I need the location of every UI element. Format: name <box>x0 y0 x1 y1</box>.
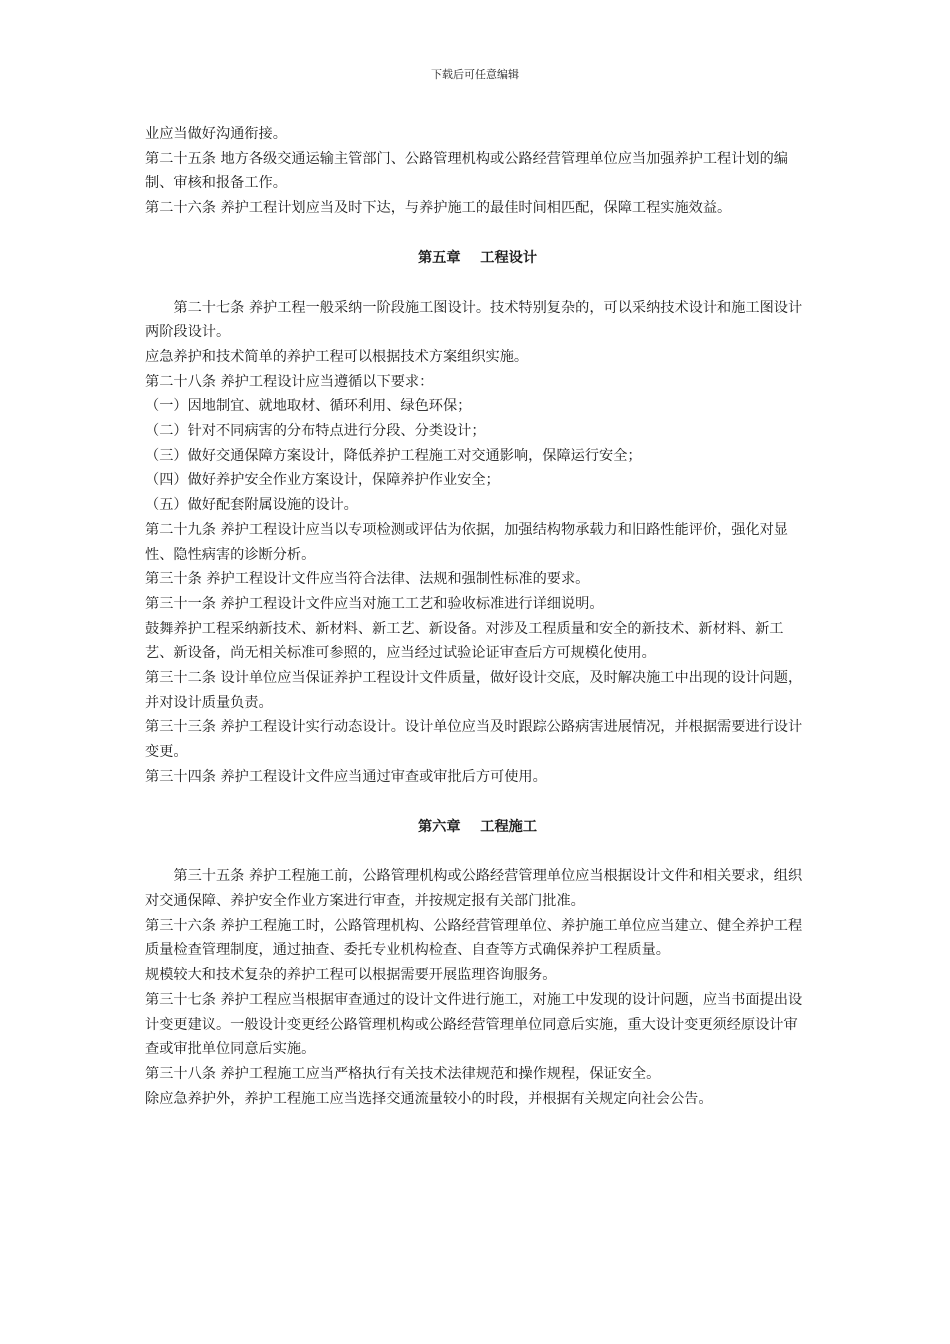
article-36: 第三十六条 养护工程施工时，公路管理机构、公路经营管理单位、养护施工单位应当建立、健全养护工程质量检查管理制度，通过抽查、委托专业机构检查、自查等方式确保养护工程质量。 <box>145 917 803 959</box>
article-30: 第三十条 养护工程设计文件应当符合法律、法规和强制性标准的要求。 <box>145 571 590 588</box>
chapter-5-section <box>145 246 810 790</box>
paragraph: 鼓舞养护工程采纳新技术、新材料、新工艺、新设备。对涉及工程质量和安全的新技术、新材料、新工艺、新设备，尚无相关标准可参照的，应当经过试验论证审查后方可规模化使用。 <box>145 620 784 662</box>
article-25: 第二十五条 地方各级交通运输主管部门、公路管理机构或公路经营管理单位应当加强养护工程计划的编制、审核和报备工作。 <box>145 150 788 192</box>
chapter-5-title: 第五章 工程设计 <box>417 249 538 266</box>
chapter-6-title: 第六章 工程施工 <box>417 818 538 835</box>
article-37: 第三十七条 养护工程应当根据审查通过的设计文件进行施工，对施工中发现的设计问题，应当书面提出设计变更建议。一般设计变更经公路管理机构或公路经营管理单位同意后实施，重大设计变更须经原设计审查或审批单位同意后实施。 <box>145 991 803 1058</box>
document-body <box>145 122 810 1111</box>
article-33: 第三十三条 养护工程设计实行动态设计。设计单位应当及时跟踪公路病害进展情况，并根据需要进行设计变更。 <box>145 719 803 761</box>
page-header: 下载后可任意编辑 <box>431 68 519 81</box>
paragraph: 规模较大和技术复杂的养护工程可以根据需要开展监理咨询服务。 <box>145 967 557 984</box>
article-28: 第二十八条 养护工程设计应当遵循以下要求： <box>145 373 434 390</box>
chapter-6-section <box>145 815 810 1112</box>
paragraph: 应急养护和技术简单的养护工程可以根据技术方案组织实施。 <box>145 348 529 365</box>
list-item: （五）做好配套附属设施的设计。 <box>145 497 358 514</box>
list-item: （二）针对不同病害的分布特点进行分段、分类设计； <box>145 423 486 440</box>
list-item: （四）做好养护安全作业方案设计，保障养护作业安全； <box>145 472 500 489</box>
article-29: 第二十九条 养护工程设计应当以专项检测或评估为依据，加强结构物承载力和旧路性能评价，强化对显性、隐性病害的诊断分析。 <box>145 521 788 563</box>
list-item: （三）做好交通保障方案设计，降低养护工程施工对交通影响，保障运行安全； <box>145 447 642 464</box>
article-31: 第三十一条 养护工程设计文件应当对施工工艺和验收标准进行详细说明。 <box>145 595 604 612</box>
paragraph: 业应当做好沟通衔接。 <box>145 126 287 142</box>
article-26: 第二十六条 养护工程计划应当及时下达，与养护施工的最佳时间相匹配，保障工程实施效益。 <box>145 200 732 217</box>
article-35: 第三十五条 养护工程施工前，公路管理机构或公路经营管理单位应当根据设计文件和相关要求，组织对交通保障、养护安全作业方案进行审查，并按规定报有关部门批准。 <box>145 868 803 909</box>
article-32: 第三十二条 设计单位应当保证养护工程设计文件质量，做好设计交底，及时解决施工中出现的设计问题，并对设计质量负责。 <box>145 670 803 711</box>
article-27: 第二十七条 养护工程一般采纳一阶段施工图设计。技术特别复杂的，可以采纳技术设计和施工图设计两阶段设计。 <box>145 299 803 341</box>
article-34: 第三十四条 养护工程设计文件应当通过审查或审批后方可使用。 <box>145 768 547 785</box>
article-38: 第三十八条 养护工程施工应当严格执行有关技术法律规范和操作规程，保证安全。 <box>145 1065 661 1082</box>
paragraph: 除应急养护外，养护工程施工应当选择交通流量较小的时段，并根据有关规定向社会公告。 <box>145 1090 713 1107</box>
list-item: （一）因地制宜、就地取材、循环利用、绿色环保； <box>145 398 472 415</box>
